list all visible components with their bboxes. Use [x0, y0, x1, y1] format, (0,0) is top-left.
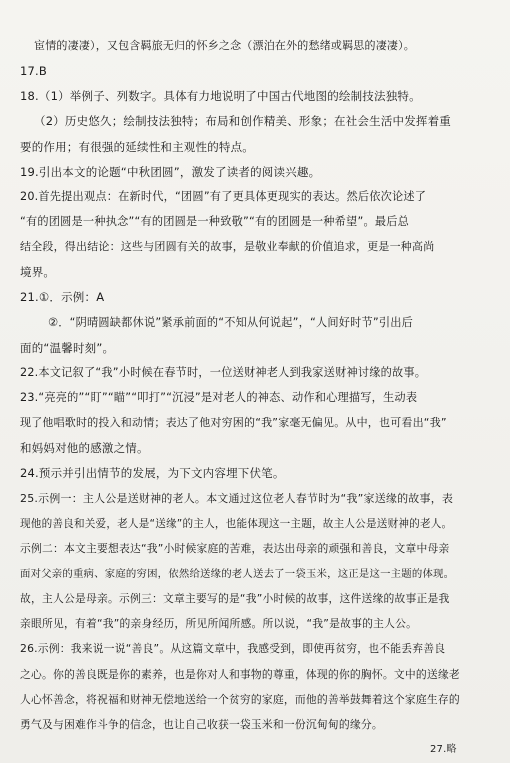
text-line-1: 宦情的凄凄），又包含羁旅无归的怀乡之念（漂泊在外的愁绪或羁思的凄凄）。 — [34, 39, 415, 52]
text-line-22: 面对父亲的重病、家庭的穷困，依然给送缘的老人送去了一袋玉米，这正是这一主题的体现。 — [20, 568, 455, 580]
text-line-5: 要的作用；有很强的延续性和主观性的特点。 — [20, 140, 254, 154]
text-line-10: 境界。 — [20, 265, 56, 279]
text-line-27: 人心怀善念，将祝福和财神无偿地送给一个贫穷的家庭，而他的善举鼓舞着这个家庭生存的 — [20, 693, 460, 706]
text-line-21: 示例二：本文主要想表达“我”小时候家庭的苦难，表达出母亲的顽强和善良，文章中母亲 — [20, 542, 450, 555]
text-line-16: 现了他唱歌时的投入和动情；表达了他对穷困的“我”家毫无偏见。从中，也可看出“我” — [20, 416, 447, 429]
text-line-7: 20.首先提出观点：在新时代，“团圆”有了更具体更现实的表达。然后依次论述了 — [20, 190, 427, 203]
text-line-11: 21.①．示例：A — [20, 290, 105, 304]
text-line-8: “有的团圆是一种执念”“有的团圆是一种致敬”“有的团圆是一种希望”。最后总 — [20, 215, 409, 228]
text-line-12: ②．“阴晴圆缺都休说”紧承前面的“不知从何说起”，“人间好时节”引出后 — [48, 316, 414, 329]
text-line-14: 22.本文记叙了“我”小时候在春节时，一位送财神老人到我家送财神讨缘的故事。 — [20, 366, 427, 379]
text-line-3: 18.（1）举例子、列数字。具体有力地说明了中国古代地图的绘制技法独特。 — [20, 89, 421, 103]
text-line-29: 27.略 — [430, 744, 457, 755]
text-line-9: 结全段，得出结论：这些与团圆有关的故事，是敬业奉献的价值追求，更是一种高尚 — [20, 240, 435, 253]
text-line-18: 24.预示并引出情节的发展，为下文内容埋下伏笔。 — [20, 466, 285, 480]
text-line-20: 现他的善良和关爱，老人是“送缘”的主人，也能体现这一主题，故主人公是送财神的老人。 — [20, 518, 453, 530]
text-line-19: 25.示例一：主人公是送财神的老人。本文通过这位老人春节时为“我”家送缘的故事，表 — [20, 492, 454, 505]
text-line-25: 26.示例：我来说一说“善良”。从这篇文章中，我感受到，即使再贫穷，也不能丢弃善良 — [20, 642, 446, 655]
text-line-13: 面的“温馨时刻”。 — [20, 341, 115, 355]
text-line-2: 17.B — [20, 64, 47, 78]
text-line-24: 亲眼所见，有着“我”的亲身经历，所见所闻所感。所以说，“我”是故事的主人公。 — [20, 617, 418, 630]
text-line-23: 故，主人公是母亲。示例三：文章主要写的是“我”小时候的故事，这件送缘的故事正是我 — [20, 592, 450, 605]
text-line-17: 和妈妈对他的感激之情。 — [20, 441, 149, 455]
text-line-26: 之心。你的善良既是你的素养，也是你对人和事物的尊重，体现的你的胸怀。文中的送缘老 — [20, 668, 460, 681]
text-line-6: 19.引出本文的论题“中秋团圆”，激发了读者的阅读兴趣。 — [20, 165, 321, 179]
text-line-15: 23.“亮亮的”“盯”“瞄”“叩打”“沉浸”是对老人的神态、动作和心理描写，生动表 — [20, 391, 418, 404]
text-line-4: （2）历史悠久；绘制技法独特；布局和创作精美、形象；在社会生活中发挥着重 — [34, 114, 452, 128]
text-line-28: 勇气及与困难作斗争的信念，也让自己收获一袋玉米和一份沉甸甸的缘分。 — [20, 718, 383, 731]
